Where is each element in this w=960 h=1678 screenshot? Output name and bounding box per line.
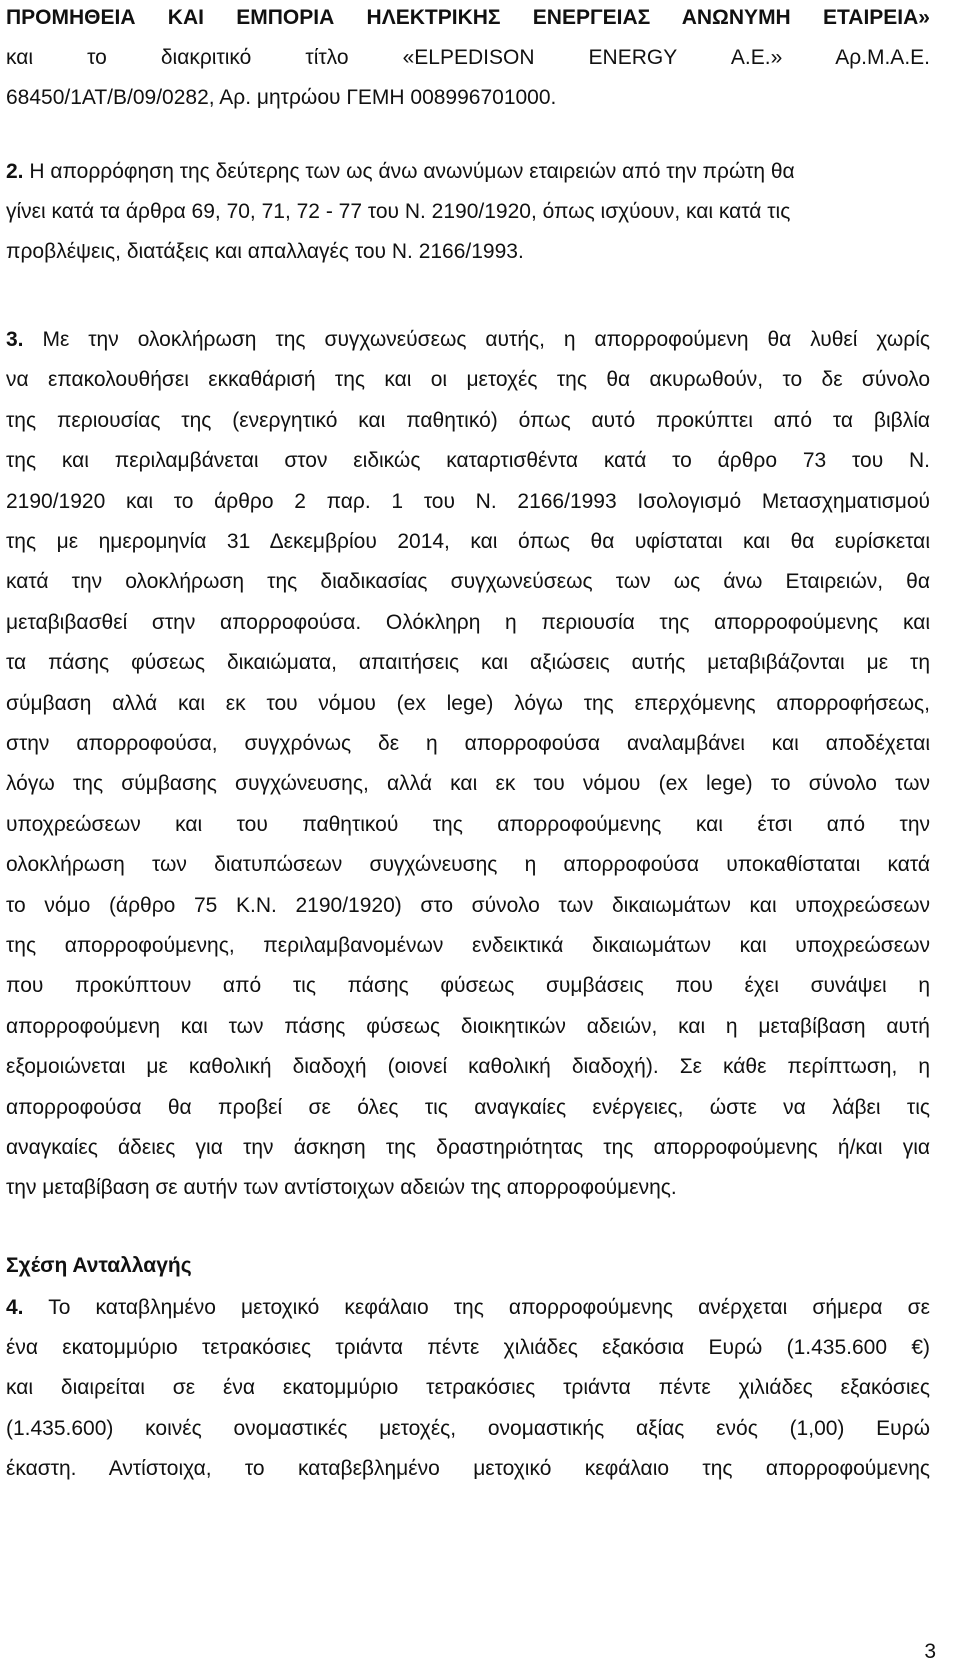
text-line: της και περιλαμβάνεται στον ειδικώς καταρτισθέντα κατά το άρθρο 73 του Ν. bbox=[6, 449, 930, 472]
text-line: εξομοιώνεται με καθολική διαδοχή (οιονεί καθολική διαδοχή). Σε κάθε περίπτωση, η bbox=[6, 1055, 930, 1078]
paragraph-number: 2. bbox=[6, 160, 24, 183]
text-line: της απορροφούμενης, περιλαμβανομένων ενδεικτικά δικαιωμάτων και υποχρεώσεων bbox=[6, 934, 930, 957]
text-line: τα πάσης φύσεως δικαιώματα, απαιτήσεις και αξιώσεις αυτής μεταβιβάζονται με τη bbox=[6, 651, 930, 674]
paragraph-number: 3. bbox=[6, 328, 24, 351]
text-line: 3. Με την ολοκλήρωση της συγχωνεύσεως αυτής, η απορροφούμενη θα λυθεί χωρίς bbox=[6, 328, 930, 351]
text-line: της περιουσίας της (ενεργητικό και παθητικό) όπως αυτό προκύπτει από τα βιβλία bbox=[6, 409, 930, 432]
text-line: το νόμο (άρθρο 75 Κ.Ν. 2190/1920) στο σύνολο των δικαιωμάτων και υποχρεώσεων bbox=[6, 894, 930, 917]
text-line: και διαιρείται σε ένα εκατομμύριο τετρακόσιες τριάντα πέντε χιλιάδες εξακόσιες bbox=[6, 1376, 930, 1399]
text-line: ΠΡΟΜΗΘΕΙΑ ΚΑΙ ΕΜΠΟΡΙΑ ΗΛΕΚΤΡΙΚΗΣ ΕΝΕΡΓΕΙΑΣ ΑΝΩΝΥΜΗ ΕΤΑΙΡΕΙΑ» bbox=[6, 6, 930, 29]
paragraph-number: 4. bbox=[6, 1296, 24, 1319]
text-line: 2. Η απορρόφηση της δεύτερης των ως άνω ανωνύμων εταιρειών από την πρώτη θα bbox=[6, 160, 795, 183]
text-line: και το διακριτικό τίτλο «ELPEDISON ENERGY Α.Ε.» Αρ.Μ.Α.Ε. bbox=[6, 46, 930, 69]
text-line: γίνει κατά τα άρθρα 69, 70, 71, 72 - 77 του Ν. 2190/1920, όπως ισχύουν, και κατά τις bbox=[6, 200, 791, 223]
text-line: λόγω της σύμβασης συγχώνευσης, αλλά και εκ του νόμου (ex lege) το σύνολο των bbox=[6, 772, 930, 795]
text-line: (1.435.600) κοινές ονομαστικές μετοχές, ονομαστικής αξίας ενός (1,00) Ευρώ bbox=[6, 1417, 930, 1440]
text-line: κατά την ολοκλήρωση της διαδικασίας συγχωνεύσεως των ως άνω Εταιρειών, θα bbox=[6, 570, 930, 593]
text-line: να επακολουθήσει εκκαθάρισή της και οι μετοχές της θα ακυρωθούν, το δε σύνολο bbox=[6, 368, 930, 391]
text-line: 2190/1920 και το άρθρο 2 παρ. 1 του Ν. 2166/1993 Ισολογισμό Μετασχηματισμού bbox=[6, 490, 930, 513]
text-line: απορροφούμενη και των πάσης φύσεως διοικητικών αδειών, και η μεταβίβαση αυτή bbox=[6, 1015, 930, 1038]
text-line: 4. Το καταβλημένο μετοχικό κεφάλαιο της απορροφούμενης ανέρχεται σήμερα σε bbox=[6, 1296, 930, 1319]
text-line: υποχρεώσεων και του παθητικού της απορροφούμενης και έτσι από την bbox=[6, 813, 930, 836]
text-line: σύμβαση αλλά και εκ του νόμου (ex lege) λόγω της επερχόμενης απορροφήσεως, bbox=[6, 692, 930, 715]
text-line: που προκύπτουν από τις πάσης φύσεως συμβάσεις που έχει συνάψει η bbox=[6, 974, 930, 997]
text-line: ένα εκατομμύριο τετρακόσιες τριάντα πέντε χιλιάδες εξακόσια Ευρώ (1.435.600 €) bbox=[6, 1336, 930, 1359]
text-line: στην απορροφούσα, συγχρόνως δε η απορροφούσα αναλαμβάνει και αποδέχεται bbox=[6, 732, 930, 755]
text-line: έκαστη. Αντίστοιχα, το καταβεβλημένο μετοχικό κεφάλαιο της απορροφούμενης bbox=[6, 1457, 930, 1480]
text-line: ολοκλήρωση των διατυπώσεων συγχώνευσης η απορροφούσα υποκαθίσταται κατά bbox=[6, 853, 930, 876]
text-line: αναγκαίες άδειες για την άσκηση της δραστηριότητας της απορροφούμενης ή/και για bbox=[6, 1136, 930, 1159]
text-line: της με ημερομηνία 31 Δεκεμβρίου 2014, και όπως θα υφίσταται και θα ευρίσκεται bbox=[6, 530, 930, 553]
text-line: απορροφούσα θα προβεί σε όλες τις αναγκαίες ενέργειες, ώστε να λάβει τις bbox=[6, 1096, 930, 1119]
text-line: 68450/1ΑΤ/Β/09/0282, Αρ. μητρώου ΓΕΜΗ 008996701000. bbox=[6, 86, 557, 109]
section-heading: Σχέση Ανταλλαγής bbox=[6, 1254, 192, 1277]
text-line: μεταβιβασθεί στην απορροφούσα. Ολόκληρη η περιουσία της απορροφούμενης και bbox=[6, 611, 930, 634]
text-line: προβλέψεις, διατάξεις και απαλλαγές του Ν. 2166/1993. bbox=[6, 240, 524, 263]
page-number: 3 bbox=[924, 1640, 936, 1663]
text-line: την μεταβίβαση σε αυτήν των αντίστοιχων αδειών της απορροφούμενης. bbox=[6, 1176, 677, 1199]
